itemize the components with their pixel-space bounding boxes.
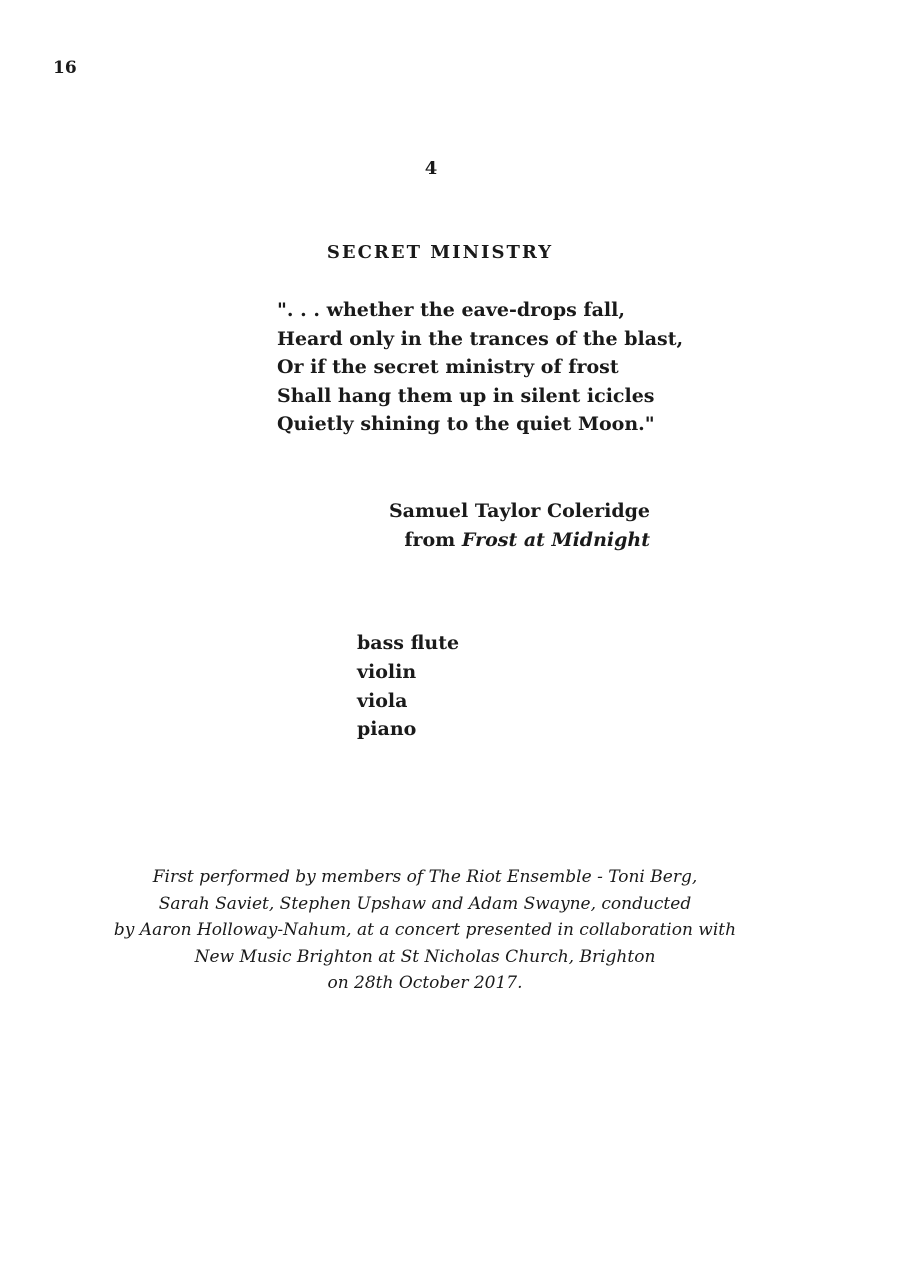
epigraph-line: Quietly shining to the quiet Moon.": [277, 413, 655, 435]
instrument-item: piano: [357, 718, 417, 741]
performance-note-line: New Music Brighton at St Nicholas Church, Brighton: [194, 946, 656, 967]
instrument-item: bass flute: [357, 632, 460, 654]
epigraph-line: Heard only in the trances of the blast,: [277, 327, 684, 350]
piece-title: SECRET MINISTRY: [326, 242, 554, 263]
instrument-item: viola: [357, 689, 408, 712]
performance-note-line: Sarah Saviet, Stephen Upshaw and Adam Swayne, conducted: [158, 893, 692, 914]
epigraph-attribution: [389, 497, 650, 554]
source-prefix: from: [404, 528, 456, 551]
instrumentation-list: [357, 629, 459, 744]
page-number: 16: [53, 58, 77, 78]
first-performance-note: [0, 864, 850, 997]
source-work-title: Frost at Midnight: [461, 528, 650, 551]
author-name: Samuel Taylor Coleridge: [388, 500, 650, 522]
epigraph-line: ". . . whether the eave-drops fall,: [277, 299, 625, 321]
epigraph-line: Or if the secret ministry of frost: [277, 356, 619, 378]
instrument-item: violin: [357, 660, 417, 683]
performance-note-line: First performed by members of The Riot Ensemble - Toni Berg,: [152, 867, 698, 887]
epigraph-quote: [277, 296, 683, 439]
epigraph-line: Shall hang them up in silent icicles: [277, 384, 655, 407]
performance-note-line: on 28th October 2017.: [327, 973, 523, 993]
movement-number: 4: [424, 158, 438, 179]
source-line: [389, 526, 650, 555]
performance-note-line: by Aaron Holloway-Nahum, at a concert presented in collaboration with: [113, 920, 737, 940]
